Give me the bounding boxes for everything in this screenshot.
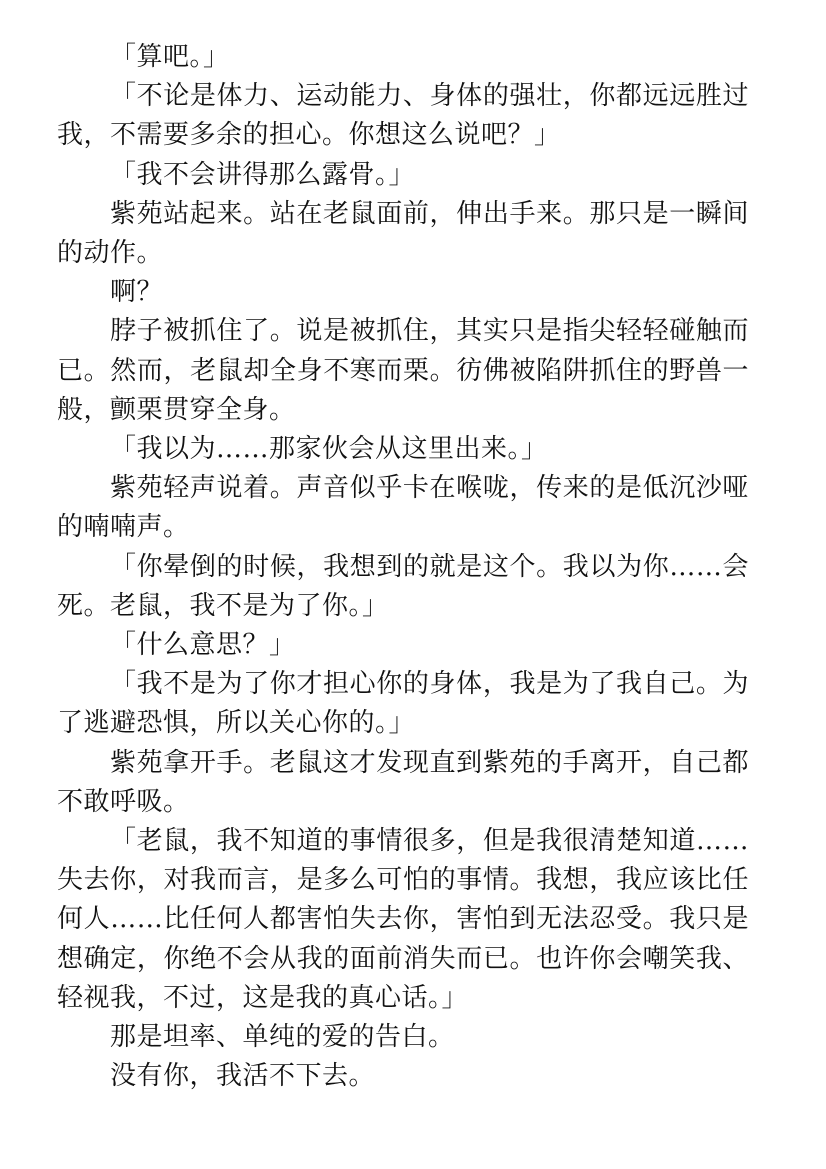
paragraph: 「不论是体力、运动能力、身体的强壮，你都远远胜过我，不需要多余的担心。你想这么说吧？」 — [57, 81, 749, 151]
paragraph: 「老鼠，我不知道的事情很多，但是我很清楚知道……失去你，对我而言，是多么可怕的事情。我想，我应该比任何人……比任何人都害怕失去你，害怕到无法忍受。我只是想确定，你绝不会从我的面前消失而已。也许你会嘲笑我、轻视我，不过，这是我的真心话。」 — [57, 826, 749, 1013]
paragraph: 「算吧。」 — [110, 42, 230, 72]
paragraph: 那是坦率、单纯的爱的告白。 — [110, 1022, 455, 1053]
paragraph: 紫苑站起来。站在老鼠面前，伸出手来。那只是一瞬间的动作。 — [57, 198, 749, 269]
paragraph: 紫苑拿开手。老鼠这才发现直到紫苑的手离开，自己都不敢呼吸。 — [57, 747, 749, 817]
paragraph: 脖子被抓住了。说是被抓住，其实只是指尖轻轻碰触而已。然而，老鼠却全身不寒而栗。彷佛被陷阱抓住的野兽一般，颤栗贯穿全身。 — [57, 316, 749, 425]
paragraph: 「你晕倒的时候，我想到的就是这个。我以为你……会死。老鼠，我不是为了你。」 — [57, 551, 749, 621]
paragraph: 「我不是为了你才担心你的身体，我是为了我自己。为了逃避恐惧，所以关心你的。」 — [57, 669, 749, 739]
paragraph: 没有你，我活不下去。 — [110, 1061, 376, 1092]
paragraph: 啊？ — [110, 277, 164, 308]
paragraph: 「什么意思？」 — [110, 630, 296, 661]
paragraph: 「我以为……那家伙会从这里出来。」 — [110, 434, 548, 465]
paragraph: 「我不会讲得那么露骨。」 — [110, 159, 416, 190]
book-page — [57, 38, 749, 1096]
paragraph: 紫苑轻声说着。声音似乎卡在喉咙，传来的是低沉沙哑的喃喃声。 — [57, 473, 749, 543]
